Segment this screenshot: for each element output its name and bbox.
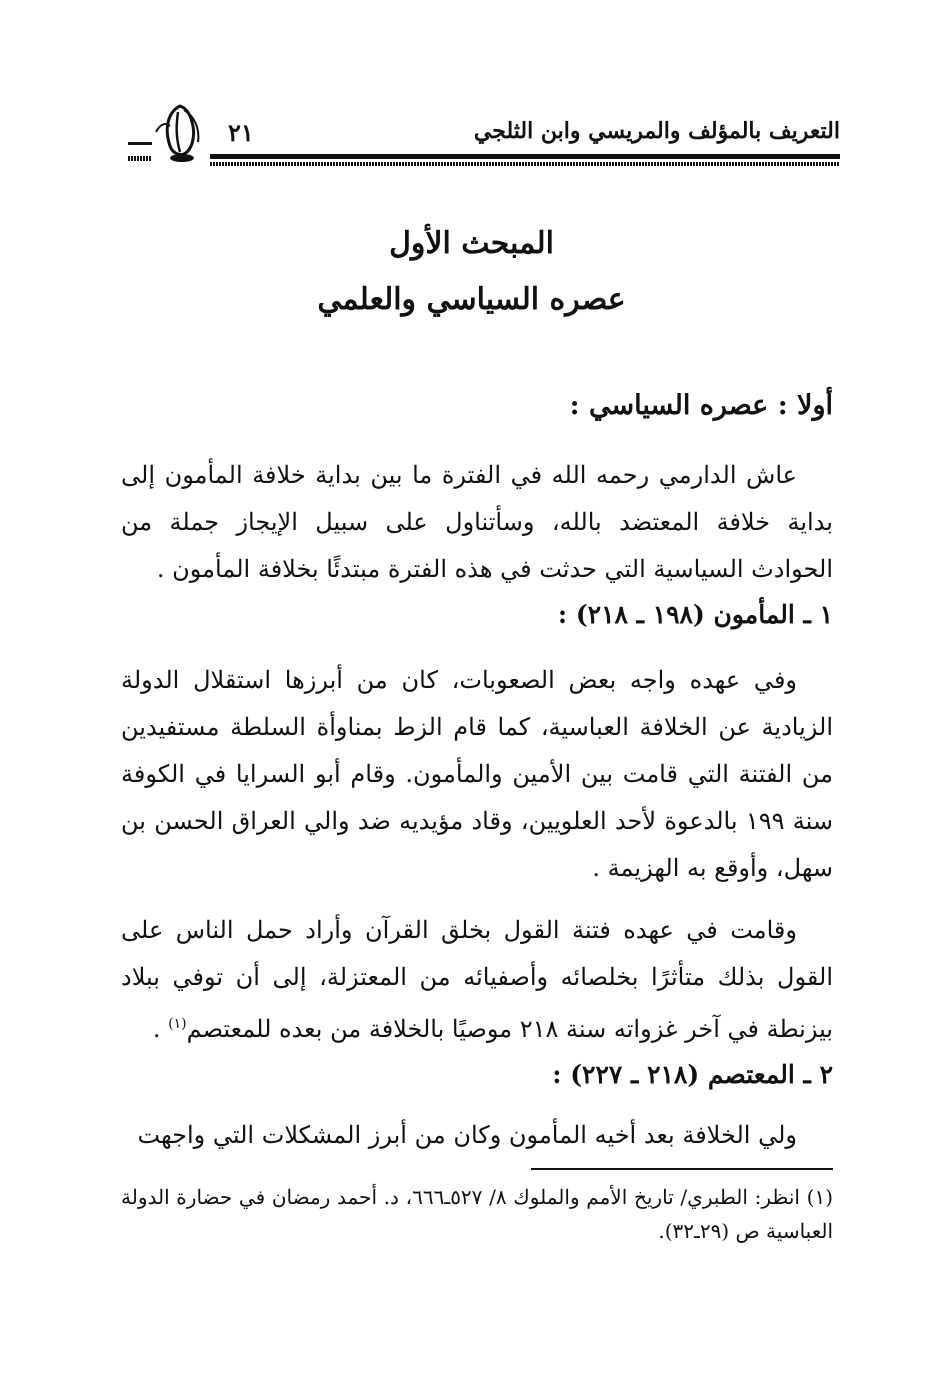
header-rule-left-dotted [128, 156, 152, 161]
item1-heading: ١ ـ المأمون (١٩٨ ـ ٢١٨) : [557, 600, 833, 629]
subheading: أولا : عصره السياسي : [569, 390, 833, 421]
header-rule-thick [210, 154, 840, 159]
footnote-divider [531, 1168, 833, 1170]
intro-paragraph: عاش الدارمي رحمه الله في الفترة ما بين بداية خلافة المأمون إلى بداية خلافة المعتضد بالله، وسأتناول على سبيل الإيجاز جملة من الحوادث السياسية التي حدثت في هذه الفترة مبتدئًا بخلافة المأمون . [121, 461, 833, 583]
item1-paragraph-2-end: . [152, 1015, 169, 1043]
item1-paragraph-2-text: وقامت في عهده فتنة القول بخلق القرآن وأراد حمل الناس على القول بذلك متأثرًا بخلصائه وأصفيائه من المعتزلة، إلى أن توفي ببلاد بيزنطة في آخر غزواته سنة ٢١٨ موصيًا بالخلافة من بعده للمعتصم [121, 916, 833, 1043]
footnote-reference[interactable]: (١) [168, 1016, 187, 1032]
item1-paragraph-1: وفي عهده واجه بعض الصعوبات، كان من أبرزها استقلال الدولة الزيادية عن الخلافة العباسية، كما قام الزط بمناوأة السلطة مستفيدين من الفتنة التي قامت بين الأمين والمأمون. وقام أبو السرايا في الكوفة سنة ١٩٩ بالدعوة لأحد العلويين، وقاد مؤيديه ضد والي العراق الحسن بن سهل، وأوقع به الهزيمة . [121, 666, 833, 882]
page-header [120, 108, 840, 168]
running-title: التعريف بالمؤلف والمريسي وابن الثلجي [473, 118, 840, 144]
item2-paragraph-1: ولي الخلافة بعد أخيه المأمون وكان من أبرز المشكلات التي واجهت [137, 1121, 797, 1149]
page-number: ٢١ [228, 118, 254, 147]
header-rule-dotted [210, 162, 840, 166]
item1-paragraph-2 [121, 907, 833, 1053]
quill-inkwell-ornament-icon [150, 102, 210, 164]
item2-heading: ٢ ـ المعتصم (٢١٨ ـ ٢٢٧) : [552, 1060, 833, 1089]
section-title: عصره السياسي والعلمي [317, 282, 626, 317]
footnote-text: (١) انظر: الطبري/ تاريخ الأمم والملوك ٨/ ٥٢٧ـ٦٦٦، د. أحمد رمضان في حضارة الدولة العباسية ص (٢٩ـ٣٢). [121, 1185, 833, 1243]
item2-paragraph-block [121, 1112, 833, 1159]
item1-paragraph-2-block [121, 907, 833, 1053]
footnote [121, 1180, 833, 1248]
header-rule-left [128, 142, 152, 145]
section-heading: المبحث الأول [389, 226, 554, 261]
item1-paragraph-block [121, 657, 833, 892]
intro-paragraph-block [121, 452, 833, 593]
